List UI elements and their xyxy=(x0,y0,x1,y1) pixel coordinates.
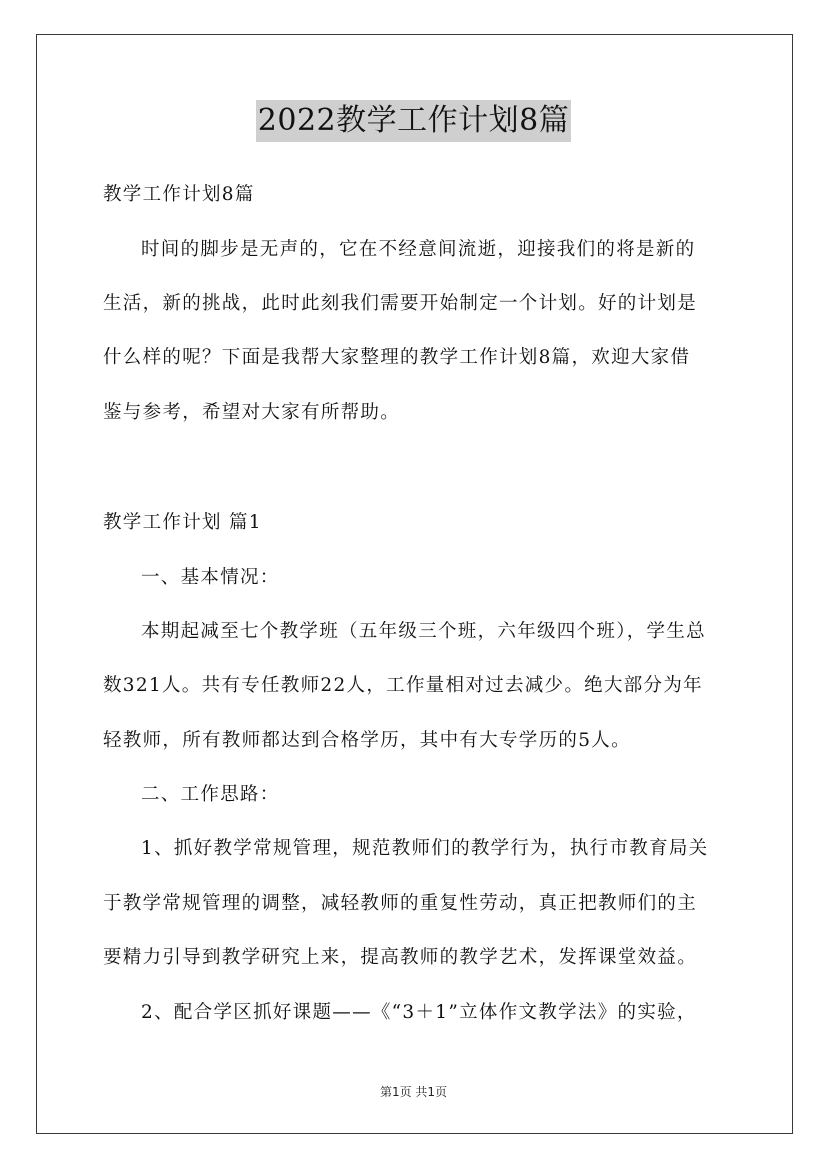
title-area xyxy=(0,100,827,142)
paragraph-line: 1、抓好教学常规管理，规范教师们的教学行为，执行市教育局关 xyxy=(141,838,709,859)
paragraph-line: 2、配合学区抓好课题——《“3＋1”立体作文教学法》的实验， xyxy=(141,1002,697,1023)
intro-line: 生活，新的挑战，此时此刻我们需要开始制定一个计划。好的计划是 xyxy=(103,293,698,314)
paragraph-line: 数321人。共有专任教师22人，工作量相对过去减少。绝大部分为年 xyxy=(103,675,703,696)
heading-work-approach: 二、工作思路： xyxy=(141,784,280,805)
document-title: 2022教学工作计划8篇 xyxy=(256,100,571,142)
intro-line: 鉴与参考，希望对大家有所帮助。 xyxy=(103,402,401,423)
heading-basic-situation: 一、基本情况： xyxy=(141,567,280,588)
intro-line: 什么样的呢？下面是我帮大家整理的教学工作计划8篇，欢迎大家借 xyxy=(103,347,691,368)
paragraph-line: 要精力引导到教学研究上来，提高教师的教学艺术，发挥课堂效益。 xyxy=(103,947,698,968)
intro-line: 时间的脚步是无声的，它在不经意间流逝，迎接我们的将是新的 xyxy=(141,239,696,260)
page-footer: 第1页 共1页 xyxy=(379,1085,448,1099)
section-heading: 教学工作计划 篇1 xyxy=(103,512,262,533)
paragraph-line: 本期起减至七个教学班（五年级三个班，六年级四个班），学生总 xyxy=(141,621,706,642)
paragraph-line: 轻教师，所有教师都达到合格学历，其中有大专学历的5人。 xyxy=(103,730,631,751)
document-subtitle: 教学工作计划8篇 xyxy=(103,184,255,205)
paragraph-line: 于教学常规管理的调整，减轻教师的重复性劳动，真正把教师们的主 xyxy=(103,893,698,914)
